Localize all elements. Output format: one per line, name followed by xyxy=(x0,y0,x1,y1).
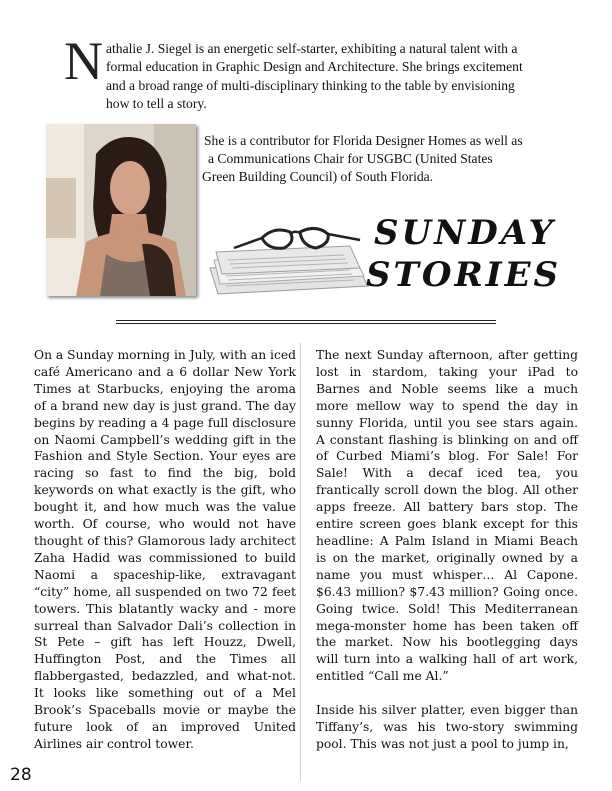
bio-line: formal education in Graphic Design and Architecture. She brings excitement xyxy=(106,59,523,75)
headline-word-2: STORIES xyxy=(366,255,562,295)
horizontal-divider xyxy=(116,320,496,324)
article-paragraph: The next Sunday afternoon, after getting lost in stardom, taking your iPad to Barnes and Noble seems like a much more mellow way to spend the day in sunny Florida, until you see stars again. A constant flashing is blinking on and off of Curbed Miami’s blog. For Sale! For Sale! With a decaf iced tea, you frantically scroll down the blog. All other apps freeze. All battery bars stop. The entire screen goes blank except for this headline: A Palm Island in Miami Beach is on the market, originally owned by a name you must whisper… Al Capone. $6.43 million? $7.43 million? Going once. Going twice. Sold! This Mediterranean mega-monster home has been taken off the market. Now his bootlegging days will turn into a walking hall of art work, entitled “Call me Al.” xyxy=(316,348,578,684)
article-paragraph: On a Sunday morning in July, with an iced café Americano and a 6 dollar New York Times at Starbucks, enjoying the aroma of a brand new day is just grand. The day begins by reading a 4 page full disclosure on Naomi Campbell’s wedding gift in the Fashion and Style Section. Your eyes are racing so fast to find the big, bold keywords on what exactly is the gift, who bought it, and how much was the value worth. Of course, who would not have thought of this? Glamorous lady architect Zaha Hadid was commissioned to build Naomi a spaceship-like, extravagant “city” home, all suspended on two 72 feet towers. This blatantly wacky and - more surreal than Salvador Dali’s collection in St Pete – gift has left Houzz, Dwell, Huffington Post, and the Times all flabbergasted, bedazzled, and what-not. It looks like something out of a Mel Brook’s Spaceballs movie or maybe the future look of an improved United Airlines air control tower. xyxy=(34,348,296,751)
bio-line: how to tell a story. xyxy=(106,96,207,112)
newspaper-glasses-illustration xyxy=(204,202,372,298)
contributor-line: a Communications Chair for USGBC (United States xyxy=(208,151,493,167)
author-bio xyxy=(106,40,586,114)
contributor-note xyxy=(202,132,542,187)
drop-cap: N xyxy=(64,31,103,91)
article-column-right xyxy=(316,347,578,770)
bio-line: and a broad range of multi-disciplinary thinking to the table by envisioning xyxy=(106,77,515,93)
author-photo xyxy=(46,124,196,296)
article-column-left xyxy=(34,347,296,770)
contributor-line: She is a contributor for Florida Designer Homes as well as xyxy=(204,133,523,148)
article-paragraph: Inside his silver platter, even bigger than Tiffany’s, was his two-story swimming pool. This was not just a pool to jump in, xyxy=(316,703,578,751)
bio-line: athalie J. Siegel is an energetic self-starter, exhibiting a natural talent with a xyxy=(106,41,518,56)
contributor-line: Green Building Council) of South Florida. xyxy=(202,169,434,185)
section-headline xyxy=(366,212,596,296)
page-number: 28 xyxy=(10,765,32,785)
column-divider xyxy=(300,343,301,781)
headline-word-1: SUNDAY xyxy=(374,213,556,253)
author-intro xyxy=(64,31,584,124)
